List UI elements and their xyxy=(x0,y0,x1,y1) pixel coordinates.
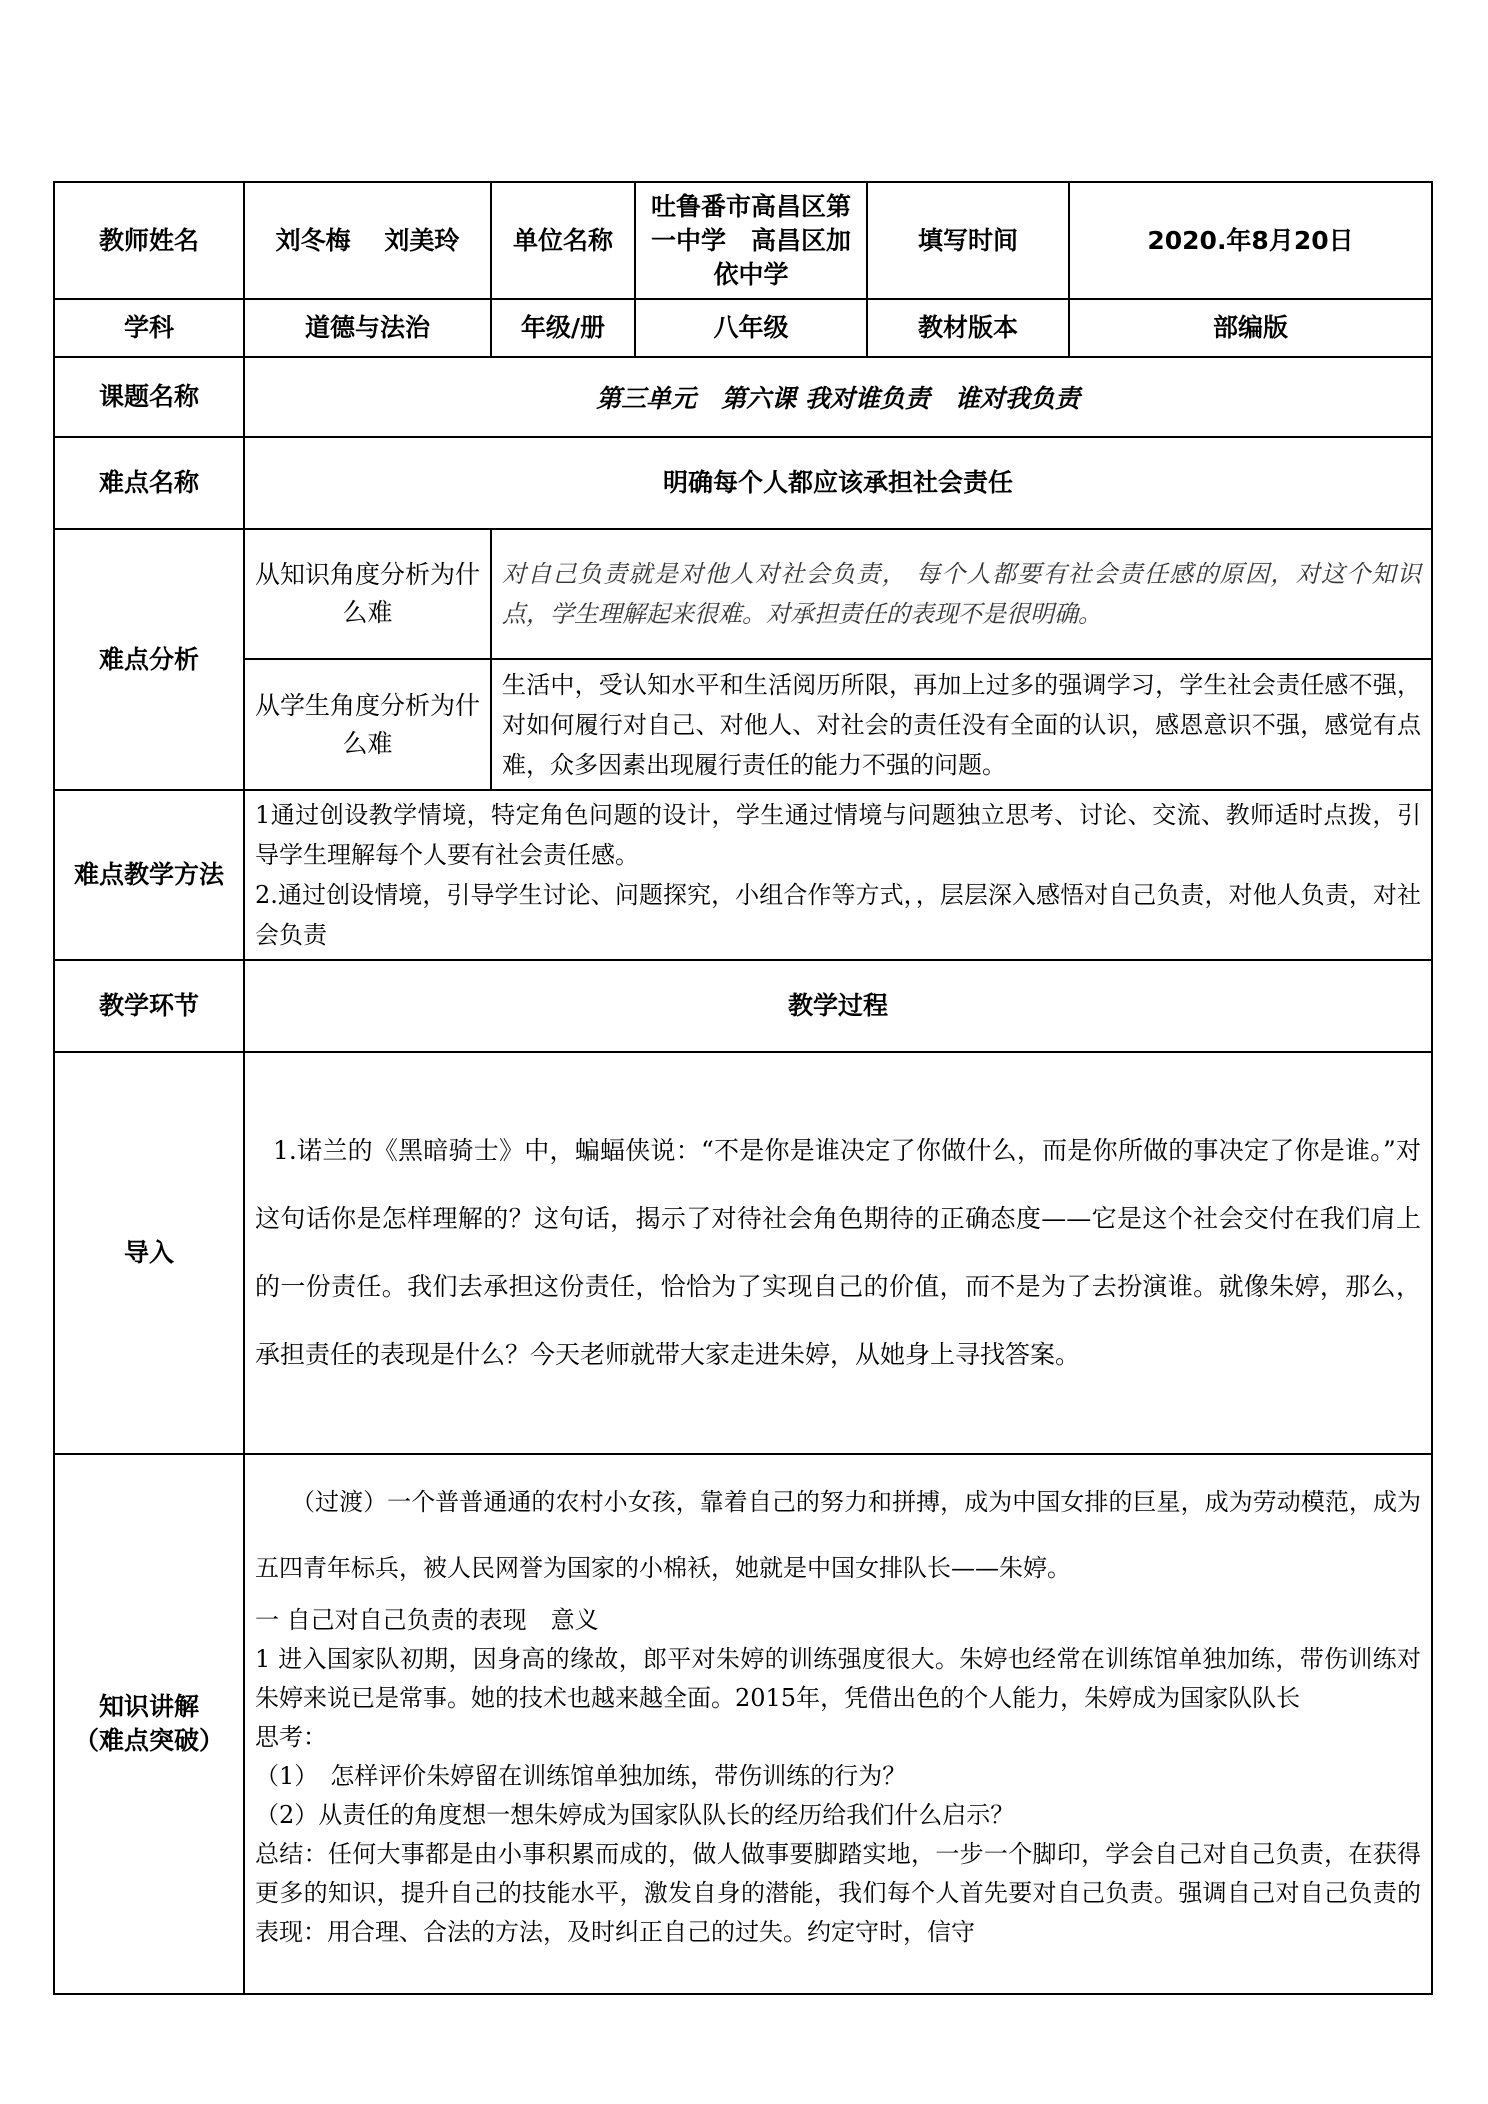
analysis-student-text: 生活中，受认知水平和生活阅历所限，再加上过多的强调学习，学生社会责任感不强，对如何履行对自己、对他人、对社会的责任没有全面的认识，感恩意识不强，感觉有点难，众多因素出现履行责任的能力不强的问题。 xyxy=(491,659,1432,790)
topic-value: 第三单元 第六课 我对谁负责 谁对我负责 xyxy=(244,357,1432,437)
method-text xyxy=(244,790,1432,960)
process-stage-label: 教学环节 xyxy=(54,960,244,1052)
intro-row xyxy=(54,1052,1432,1454)
knowledge-heading: 一 自己对自己负责的表现 意义 xyxy=(255,1606,599,1634)
method-row xyxy=(54,790,1432,960)
analysis-knowledge-text: 对自己负责就是对他人对社会负责， 每个人都要有社会责任感的原因，对这个知识点，学生理解起来很难。对承担责任的表现不是很明确。 xyxy=(491,529,1432,659)
knowledge-row xyxy=(54,1454,1432,1994)
analysis-knowledge-label: 从知识角度分析为什么难 xyxy=(244,529,491,659)
method-paragraph-1: 1通过创设教学情境，特定角色问题的设计，学生通过情境与问题独立思考、讨论、交流、教师适时点拨，引导学生理解每个人要有社会责任感。 xyxy=(255,801,1421,869)
method-paragraph-2: 2.通过创设情境，引导学生讨论、问题探究，小组合作等方式，，层层深入感悟对自己负责，对他人负责，对社会负责 xyxy=(255,881,1421,949)
lesson-plan-table xyxy=(53,181,1433,1995)
difficulty-value: 明确每个人都应该承担社会责任 xyxy=(244,437,1432,529)
knowledge-label xyxy=(54,1454,244,1994)
knowledge-summary: 总结：任何大事都是由小事积累而成的，做人做事要脚踏实地，一步一个脚印，学会自己对自己负责，在获得更多的知识，提升自己的技能水平，激发自身的潜能，我们每个人首先要对自己负责。强调自己对自己负责的表现：用合理、合法的方法，及时纠正自己的过失。约定守时，信守 xyxy=(255,1840,1421,1946)
unit-label: 单位名称 xyxy=(491,182,635,299)
intro-text xyxy=(244,1052,1432,1454)
analysis-student-label: 从学生角度分析为什么难 xyxy=(244,659,491,790)
header-row-2 xyxy=(54,299,1432,357)
analysis-knowledge-row xyxy=(54,529,1432,659)
topic-row xyxy=(54,357,1432,437)
knowledge-think: 思考： xyxy=(255,1723,327,1751)
knowledge-question-1: （1） 怎样评价朱婷留在训练馆单独加练，带伤训练的行为？ xyxy=(255,1762,907,1790)
knowledge-label-line-2: （难点突破） xyxy=(73,1726,224,1755)
difficulty-label: 难点名称 xyxy=(54,437,244,529)
subject-value: 道德与法治 xyxy=(244,299,491,357)
edition-value: 部编版 xyxy=(1069,299,1432,357)
topic-label: 课题名称 xyxy=(54,357,244,437)
header-row-1 xyxy=(54,182,1432,299)
grade-value: 八年级 xyxy=(635,299,867,357)
difficulty-row xyxy=(54,437,1432,529)
knowledge-question-2: （2）从责任的角度想一想朱婷成为国家队队长的经历给我们什么启示？ xyxy=(255,1801,1015,1829)
knowledge-label-line-1: 知识讲解 xyxy=(98,1692,199,1721)
unit-value: 吐鲁番市高昌区第一中学 高昌区加依中学 xyxy=(635,182,867,299)
intro-paragraph: 1.诺兰的《黑暗骑士》中，蝙蝠侠说：“不是你是谁决定了你做什么，而是你所做的事决定了你是谁。”对这句话你是怎样理解的？这句话，揭示了对待社会角色期待的正确态度——它是这个社会交付在我们肩上的一份责任。我们去承担这份责任，恰恰为了实现自己的价值，而不是为了去扮演谁。就像朱婷，那么，承担责任的表现是什么？今天老师就带大家走进朱婷，从她身上寻找答案。 xyxy=(255,1136,1421,1369)
process-header-row xyxy=(54,960,1432,1052)
intro-label: 导入 xyxy=(54,1052,244,1454)
time-value: 2020.年8月20日 xyxy=(1069,182,1432,299)
teacher-label: 教师姓名 xyxy=(54,182,244,299)
teacher-value: 刘冬梅 刘美玲 xyxy=(244,182,491,299)
knowledge-case: 1 进入国家队初期，因身高的缘故，郎平对朱婷的训练强度很大。朱婷也经常在训练馆单独加练，带伤训练对朱婷来说已是常事。她的技术也越来越全面。2015年，凭借出色的个人能力，朱婷成为国家队队长 xyxy=(255,1645,1421,1712)
knowledge-transition: （过渡）一个普普通通的农村小女孩，靠着自己的努力和拼搏，成为中国女排的巨星，成为劳动模范，成为五四青年标兵，被人民网誉为国家的小棉袄，她就是中国女排队长——朱婷。 xyxy=(255,1488,1421,1582)
subject-label: 学科 xyxy=(54,299,244,357)
analysis-label: 难点分析 xyxy=(54,529,244,790)
knowledge-content xyxy=(244,1454,1432,1994)
time-label: 填写时间 xyxy=(867,182,1069,299)
analysis-student-row xyxy=(54,659,1432,790)
grade-label: 年级/册 xyxy=(491,299,635,357)
process-value: 教学过程 xyxy=(244,960,1432,1052)
edition-label: 教材版本 xyxy=(867,299,1069,357)
method-label: 难点教学方法 xyxy=(54,790,244,960)
